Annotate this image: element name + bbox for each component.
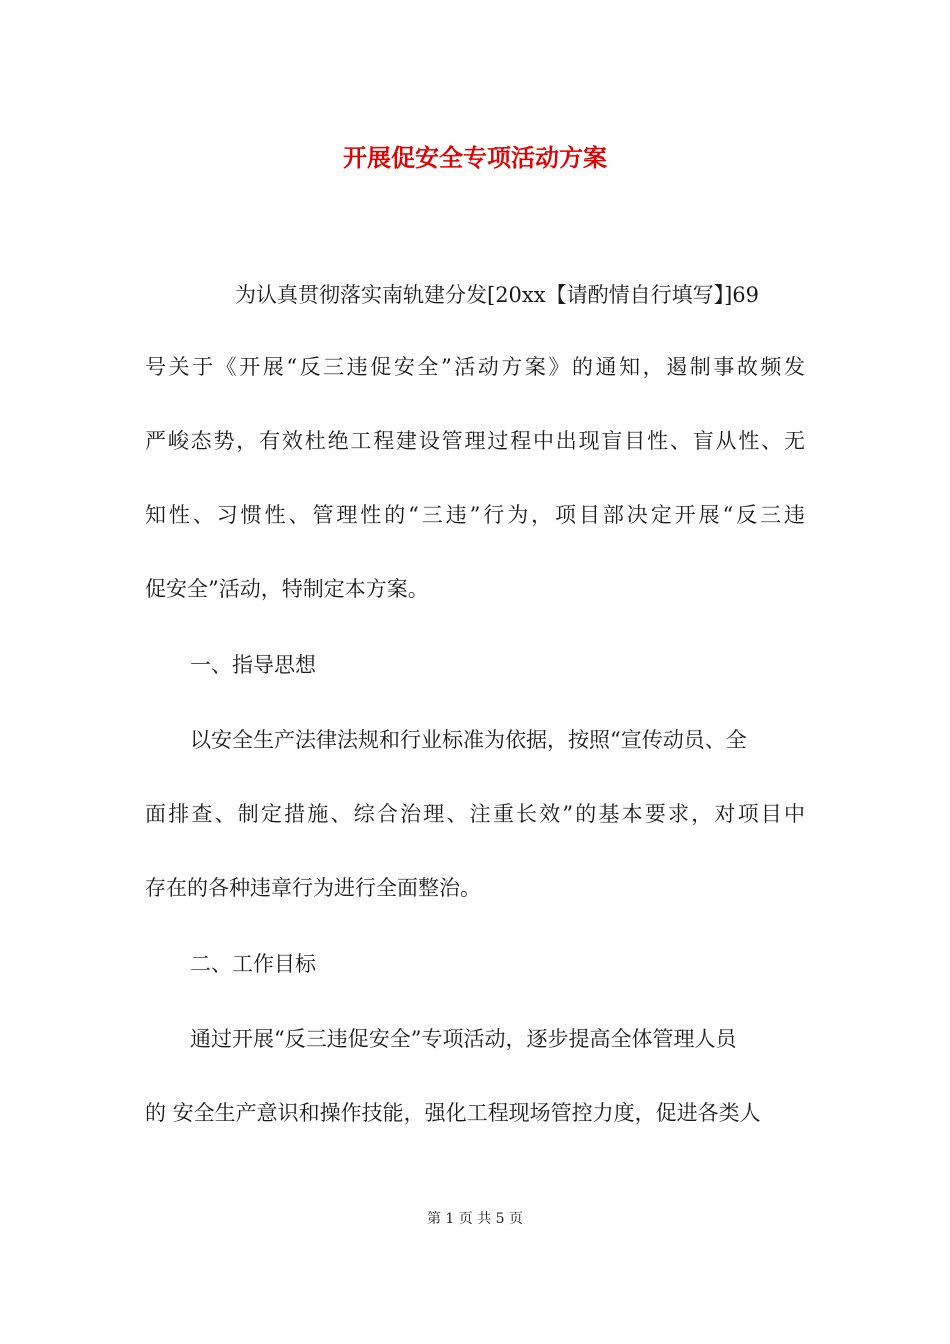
paragraph-line: 严峻态势，有效杜绝工程建设管理过程中出现盲目性、盲从性、无	[145, 429, 805, 453]
paragraph-line: 知性、习惯性、管理性的“三违”行为，项目部决定开展“反三违	[145, 503, 805, 527]
paragraph-line: 存在的各种违章行为进行全面整治。	[145, 876, 481, 900]
document-title: 开展促安全专项活动方案	[343, 143, 607, 172]
section-heading: 一、指导思想	[190, 653, 316, 677]
paragraph-line: 促安全”活动，特制定本方案。	[145, 577, 429, 601]
page-number-footer: 第 1 页 共 5 页	[426, 1211, 524, 1227]
paragraph-line: 号关于《开展“反三违促安全”活动方案》的通知，遏制事故频发	[145, 355, 805, 379]
paragraph-line: 面排查、制定措施、综合治理、注重长效”的基本要求，对项目中	[145, 802, 805, 826]
section-heading: 二、工作目标	[190, 952, 316, 976]
paragraph-line: 通过开展“反三违促安全”专项活动，逐步提高全体管理人员	[190, 1027, 737, 1051]
paragraph-line: 的 安全生产意识和操作技能，强化工程现场管控力度，促进各类人	[145, 1101, 761, 1125]
paragraph-line: 为认真贯彻落实南轨建分发[20xx【请酌情自行填写】]69	[235, 283, 760, 307]
paragraph-line: 以安全生产法律法规和行业标准为依据，按照“宣传动员、全	[190, 728, 747, 752]
